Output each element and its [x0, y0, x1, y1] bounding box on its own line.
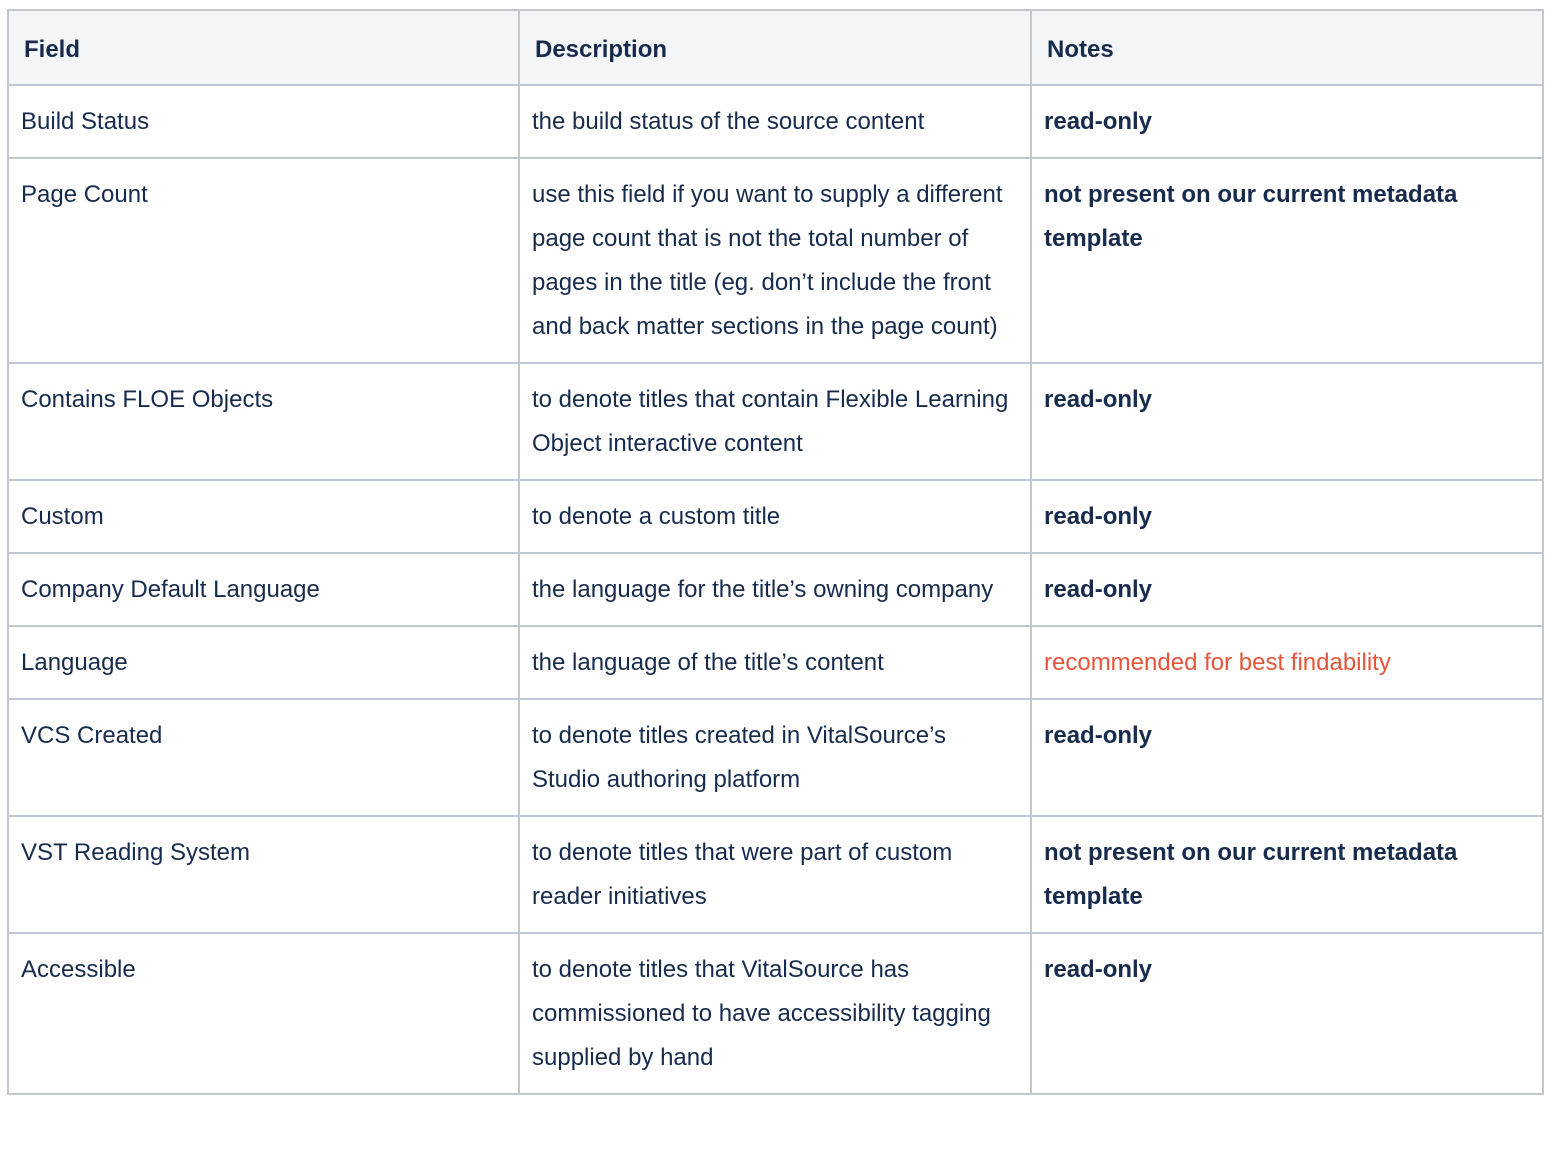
table-row	[8, 480, 1543, 553]
description-cell: to denote titles that VitalSource has commissioned to have accessibility tagging supplied by hand	[519, 933, 1031, 1094]
notes-cell: recommended for best findability	[1031, 626, 1543, 699]
notes-cell: read-only	[1031, 699, 1543, 816]
table-row	[8, 553, 1543, 626]
table-row	[8, 933, 1543, 1094]
description-cell: use this field if you want to supply a different page count that is not the total number of pages in the title (eg. don’t include the front and back matter sections in the page count)	[519, 158, 1031, 363]
header-description: Description	[519, 10, 1031, 85]
field-cell: Contains FLOE Objects	[8, 363, 519, 480]
description-cell: to denote titles that were part of custom reader initiatives	[519, 816, 1031, 933]
notes-cell: read-only	[1031, 553, 1543, 626]
header-field: Field	[8, 10, 519, 85]
table-body	[8, 85, 1543, 1094]
table-row	[8, 816, 1543, 933]
table-header-row	[8, 10, 1543, 85]
description-cell: to denote a custom title	[519, 480, 1031, 553]
notes-cell: read-only	[1031, 363, 1543, 480]
table-row	[8, 699, 1543, 816]
field-cell: VST Reading System	[8, 816, 519, 933]
field-cell: Accessible	[8, 933, 519, 1094]
description-cell: the language for the title’s owning company	[519, 553, 1031, 626]
field-cell: Build Status	[8, 85, 519, 158]
table-row	[8, 626, 1543, 699]
description-cell: to denote titles created in VitalSource’s Studio authoring platform	[519, 699, 1031, 816]
notes-cell: not present on our current metadata template	[1031, 816, 1543, 933]
metadata-fields-table-container	[7, 9, 1542, 1095]
notes-cell: read-only	[1031, 85, 1543, 158]
field-cell: Page Count	[8, 158, 519, 363]
header-notes: Notes	[1031, 10, 1543, 85]
description-cell: the build status of the source content	[519, 85, 1031, 158]
table-row	[8, 85, 1543, 158]
description-cell: to denote titles that contain Flexible Learning Object interactive content	[519, 363, 1031, 480]
notes-cell: not present on our current metadata template	[1031, 158, 1543, 363]
field-cell: Language	[8, 626, 519, 699]
notes-cell: read-only	[1031, 480, 1543, 553]
description-cell: the language of the title’s content	[519, 626, 1031, 699]
table-row	[8, 363, 1543, 480]
metadata-fields-table	[7, 9, 1544, 1095]
field-cell: Company Default Language	[8, 553, 519, 626]
field-cell: VCS Created	[8, 699, 519, 816]
table-row	[8, 158, 1543, 363]
field-cell: Custom	[8, 480, 519, 553]
notes-cell: read-only	[1031, 933, 1543, 1094]
